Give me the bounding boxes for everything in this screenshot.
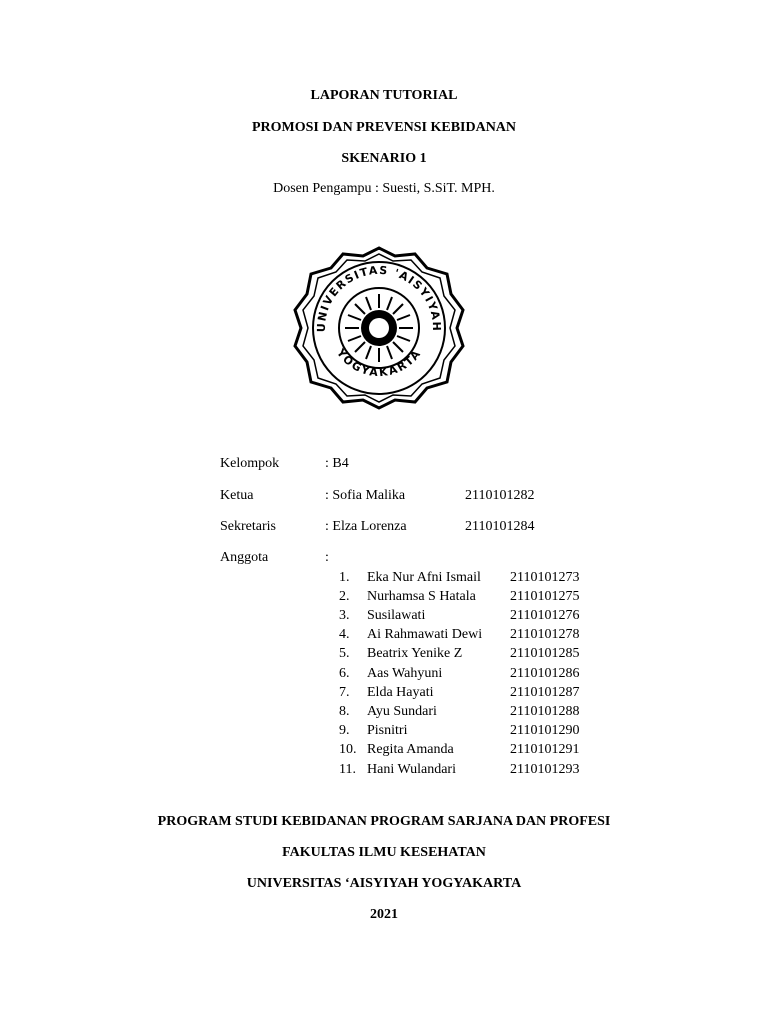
anggota-label: Anggota <box>220 550 269 565</box>
member-nim: 2110101287 <box>510 685 580 700</box>
member-name: Susilawati <box>367 608 426 623</box>
member-number: 4. <box>339 627 350 642</box>
member-number: 6. <box>339 666 350 681</box>
sekretaris-label: Sekretaris <box>220 519 276 534</box>
member-nim: 2110101278 <box>510 627 580 642</box>
member-number: 7. <box>339 685 350 700</box>
scenario-title: SKENARIO 1 <box>341 151 427 166</box>
member-nim: 2110101285 <box>510 646 580 661</box>
member-name: Ayu Sundari <box>367 704 437 719</box>
member-nim: 2110101293 <box>510 762 580 777</box>
member-number: 2. <box>339 589 350 604</box>
member-name: Hani Wulandari <box>367 762 456 777</box>
subject-title: PROMOSI DAN PREVENSI KEBIDANAN <box>251 120 517 135</box>
ketua-nim: 2110101282 <box>465 488 535 503</box>
year: 2021 <box>370 907 398 922</box>
kelompok-value: : B4 <box>325 456 349 471</box>
sekretaris-name: : Elza Lorenza <box>325 519 407 534</box>
member-name: Beatrix Yenike Z <box>367 646 463 661</box>
ketua-label: Ketua <box>220 488 254 503</box>
member-nim: 2110101275 <box>510 589 580 604</box>
member-name: Ai Rahmawati Dewi <box>367 627 483 642</box>
svg-text:UNIVERSITAS 'AISYIYAH: UNIVERSITAS 'AISYIYAH <box>314 263 444 333</box>
sekretaris-nim: 2110101284 <box>465 519 535 534</box>
lecturer-line: Dosen Pengampu : Suesti, S.SiT. MPH. <box>273 181 495 196</box>
member-name: Eka Nur Afni Ismail <box>367 570 481 585</box>
program-title: PROGRAM STUDI KEBIDANAN PROGRAM SARJANA DAN PROFESI <box>157 814 611 829</box>
member-name: Elda Hayati <box>367 685 434 700</box>
member-nim: 2110101273 <box>510 570 580 585</box>
member-number: 11. <box>339 762 356 777</box>
member-name: Pisnitri <box>367 723 408 738</box>
svg-text:YOGYAKARTA: YOGYAKARTA <box>333 346 425 380</box>
report-title: LAPORAN TUTORIAL <box>310 88 458 103</box>
university-title: UNIVERSITAS ‘AISYIYAH YOGYAKARTA <box>246 876 522 891</box>
anggota-colon: : <box>325 550 329 565</box>
faculty-title: FAKULTAS ILMU KESEHATAN <box>282 845 486 860</box>
member-number: 10. <box>339 742 357 757</box>
member-nim: 2110101290 <box>510 723 580 738</box>
member-number: 8. <box>339 704 350 719</box>
member-number: 5. <box>339 646 350 661</box>
ketua-name: : Sofia Malika <box>325 488 406 503</box>
member-number: 9. <box>339 723 350 738</box>
member-name: Nurhamsa S Hatala <box>367 589 476 604</box>
member-number: 3. <box>339 608 350 623</box>
member-nim: 2110101291 <box>510 742 580 757</box>
member-nim: 2110101286 <box>510 666 580 681</box>
member-nim: 2110101288 <box>510 704 580 719</box>
member-name: Aas Wahyuni <box>367 666 443 681</box>
member-name: Regita Amanda <box>367 742 454 757</box>
member-number: 1. <box>339 570 350 585</box>
university-seal-icon <box>291 244 467 410</box>
member-nim: 2110101276 <box>510 608 580 623</box>
kelompok-label: Kelompok <box>220 456 280 471</box>
